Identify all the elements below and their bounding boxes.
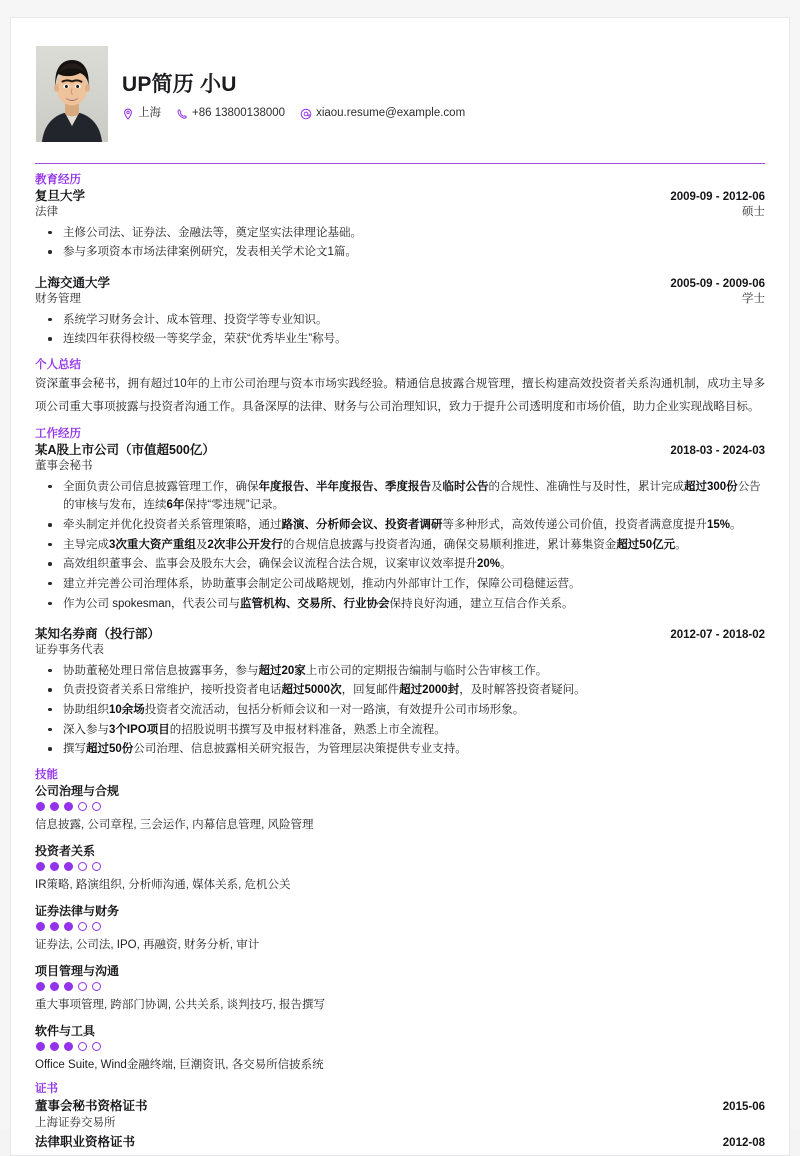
skill-level-dot [78,862,87,871]
skill-level-meter [36,922,765,931]
resume-header [33,40,767,142]
skill-level-dot [36,1042,45,1051]
contact-phone-value: +86 13800138000 [192,107,286,120]
entry-head [35,188,765,205]
major: 财务管理 [35,293,81,306]
section-title-summary: 个人总结 [35,358,81,371]
skill-level-dot [92,982,101,991]
school-name: 复旦大学 [35,189,86,204]
contact-email-value: xiaou.resume@example.com [316,107,466,120]
section-certificates [33,1082,767,1152]
skill-level-dot [78,982,87,991]
spacer [35,264,765,275]
bullet-list [35,662,765,759]
skill-level-dot [64,922,73,931]
education-date: 2009-09 - 2012-06 [670,191,765,204]
experience-entry [35,626,765,759]
skill-level-meter [36,982,765,991]
skill-level-dot [64,982,73,991]
skills-list [35,783,765,1073]
section-title-certificates: 证书 [35,1083,58,1096]
certificate-name: 法律职业资格证书 [35,1135,136,1150]
phone-icon [176,108,188,120]
experience-date: 2018-03 - 2024-03 [670,445,765,458]
certificate-item [35,1098,765,1132]
identity-block [122,68,475,120]
certificate-issuer: 上海证券交易所 [35,1117,116,1130]
entry-sub [35,292,765,308]
cert-head [35,1098,765,1116]
entry-head [35,275,765,292]
education-date: 2005-09 - 2009-06 [670,278,765,291]
education-entries [35,188,765,348]
skill-level-meter [36,862,765,871]
skill-name: 投资者关系 [35,844,96,859]
skill-name: 公司治理与合规 [35,784,120,799]
bullet-item: 系统学习财务会计、成本管理、投资学等专业知识。 [35,311,765,330]
major: 法律 [35,206,58,219]
summary-text: 资深董事会秘书，拥有超过10年的上市公司治理与资本市场实践经验。精通信息披露合规管理，擅长构建高效投资者关系沟通机制，成功主导多项公司重大事项披露与投资者沟通工作。具备深厚的法律、财务与公司治理知识，致力于提升公司透明度和市场价值，助力企业实现战略目标。 [35,378,765,413]
skill-name: 软件与工具 [35,1023,96,1038]
skill-level-dot [50,1042,59,1051]
skill-keywords: 证券法, 公司法, IPO, 再融资, 财务分析, 审计 [35,939,260,952]
skill-name: 证券法律与财务 [35,903,120,918]
bullet-list [35,224,765,262]
skill-level-dot [50,862,59,871]
page-title: UP简历 小U [122,72,237,96]
skill-level-dot [36,862,45,871]
bullet-item: 主导完成3次重大资产重组及2次非公开发行的合规信息披露与投资者沟通，确保交易顺利推进，累计募集资金超过50亿元。 [35,536,765,555]
bullet-item: 撰写超过50份公司治理、信息披露相关研究报告，为管理层决策提供专业支持。 [35,740,765,759]
skill-level-dot [50,982,59,991]
email-at-icon [300,108,312,120]
contact-location [122,108,161,120]
skill-item [35,903,765,954]
skill-item [35,783,765,834]
bullet-item: 深入参与3个IPO项目的招股说明书撰写及申报材料准备，熟悉上市全流程。 [35,721,765,740]
contact-phone [176,108,285,120]
entry-sub [35,459,765,475]
entry-head [35,442,765,459]
skill-name: 项目管理与沟通 [35,963,120,978]
section-title-education: 教育经历 [35,174,81,186]
skill-level-dot [92,862,101,871]
bullet-item: 牵头制定并优化投资者关系管理策略，通过路演、分析师会议、投资者调研等多种形式，高效传递公司价值，投资者满意度提升15%。 [35,516,765,535]
entry-head [35,626,765,643]
entry-sub [35,643,765,659]
skill-level-dot [92,922,101,931]
header-divider [35,163,765,164]
contact-list [122,108,475,120]
section-education [33,173,767,349]
company-name: 某A股上市公司（市值超500亿） [35,443,215,458]
education-entry [35,188,765,262]
job-title: 董事会秘书 [35,460,93,473]
skill-item [35,1023,765,1074]
job-title: 证券事务代表 [35,644,104,657]
contact-email [300,108,465,120]
section-title-experience: 工作经历 [35,428,81,440]
resume-document [10,17,790,1156]
school-name: 上海交通大学 [35,276,111,291]
skill-level-dot [50,922,59,931]
bullet-item: 负责投资者关系日常维护，接听投资者电话超过5000次，回复邮件超过2000封，及时解答投资者疑问。 [35,681,765,700]
education-entry [35,275,765,349]
skill-level-meter [36,802,765,811]
skill-keywords: 信息披露, 公司章程, 三会运作, 内幕信息管理, 风险管理 [35,819,314,832]
skill-level-dot [92,802,101,811]
location-pin-icon [122,108,134,120]
cert-head [35,1134,765,1152]
skill-level-dot [64,802,73,811]
experience-date: 2012-07 - 2018-02 [670,629,765,642]
skill-keywords: 重大事项管理, 跨部门协调, 公共关系, 谈判技巧, 报告撰写 [35,998,326,1011]
skill-level-dot [36,982,45,991]
experience-entries [35,442,765,758]
certificate-date: 2015-06 [722,1100,765,1113]
degree: 学士 [742,293,765,306]
section-title-skills: 技能 [35,768,58,781]
bullet-item: 高效组织董事会、监事会及股东大会，确保会议流程合法合规，议案审议效率提升20%。 [35,555,765,574]
skill-level-dot [36,802,45,811]
bullet-item: 连续四年获得校级一等奖学金，荣获“优秀毕业生”称号。 [35,330,765,349]
skill-level-dot [78,802,87,811]
bullet-list [35,478,765,613]
section-summary [33,358,767,418]
bullet-item: 主修公司法、证券法、金融法等，奠定坚实法律理论基础。 [35,224,765,243]
bullet-list [35,311,765,349]
bullet-item: 协助董秘处理日常信息披露事务，参与超过20家上市公司的定期报告编制与临时公告审核工作。 [35,662,765,681]
certificate-list [35,1098,765,1152]
skill-level-dot [78,922,87,931]
skill-level-dot [50,802,59,811]
experience-entry [35,442,765,613]
skill-level-meter [36,1042,765,1051]
skill-keywords: IR策略, 路演组织, 分析师沟通, 媒体关系, 危机公关 [35,879,291,892]
certificate-item [35,1134,765,1152]
certificate-name: 董事会秘书资格证书 [35,1098,148,1113]
section-skills [33,768,767,1074]
skill-level-dot [64,862,73,871]
bullet-item: 作为公司 spokesman，代表公司与监管机构、交易所、行业协会保持良好沟通，建立互信合作关系。 [35,595,765,614]
section-experience [33,427,767,759]
skill-item [35,963,765,1014]
skill-level-dot [92,1042,101,1051]
entry-sub [35,205,765,221]
company-name: 某知名券商（投行部） [35,627,161,642]
avatar [36,46,108,142]
skill-level-dot [64,1042,73,1051]
bullet-item: 建立并完善公司治理体系，协助董事会制定公司战略规划，推动内外部审计工作，保障公司稳健运营。 [35,575,765,594]
degree: 硕士 [742,206,765,219]
bullet-item: 全面负责公司信息披露管理工作，确保年度报告、半年度报告、季度报告及临时公告的合规性、准确性与及时性，累计完成超过300份公告的审核与发布，连续6年保持“零违规”记录。 [35,478,765,515]
bullet-item: 协助组织10余场投资者交流活动，包括分析师会议和一对一路演，有效提升公司市场形象。 [35,701,765,720]
skill-level-dot [78,1042,87,1051]
bullet-item: 参与多项资本市场法律案例研究，发表相关学术论文1篇。 [35,243,765,262]
skill-keywords: Office Suite, Wind金融终端, 巨潮资讯, 各交易所信披系统 [35,1058,324,1071]
skill-level-dot [36,922,45,931]
certificate-date: 2012-08 [722,1137,765,1150]
contact-location-value: 上海 [138,107,161,120]
skill-item [35,843,765,894]
spacer [35,615,765,626]
